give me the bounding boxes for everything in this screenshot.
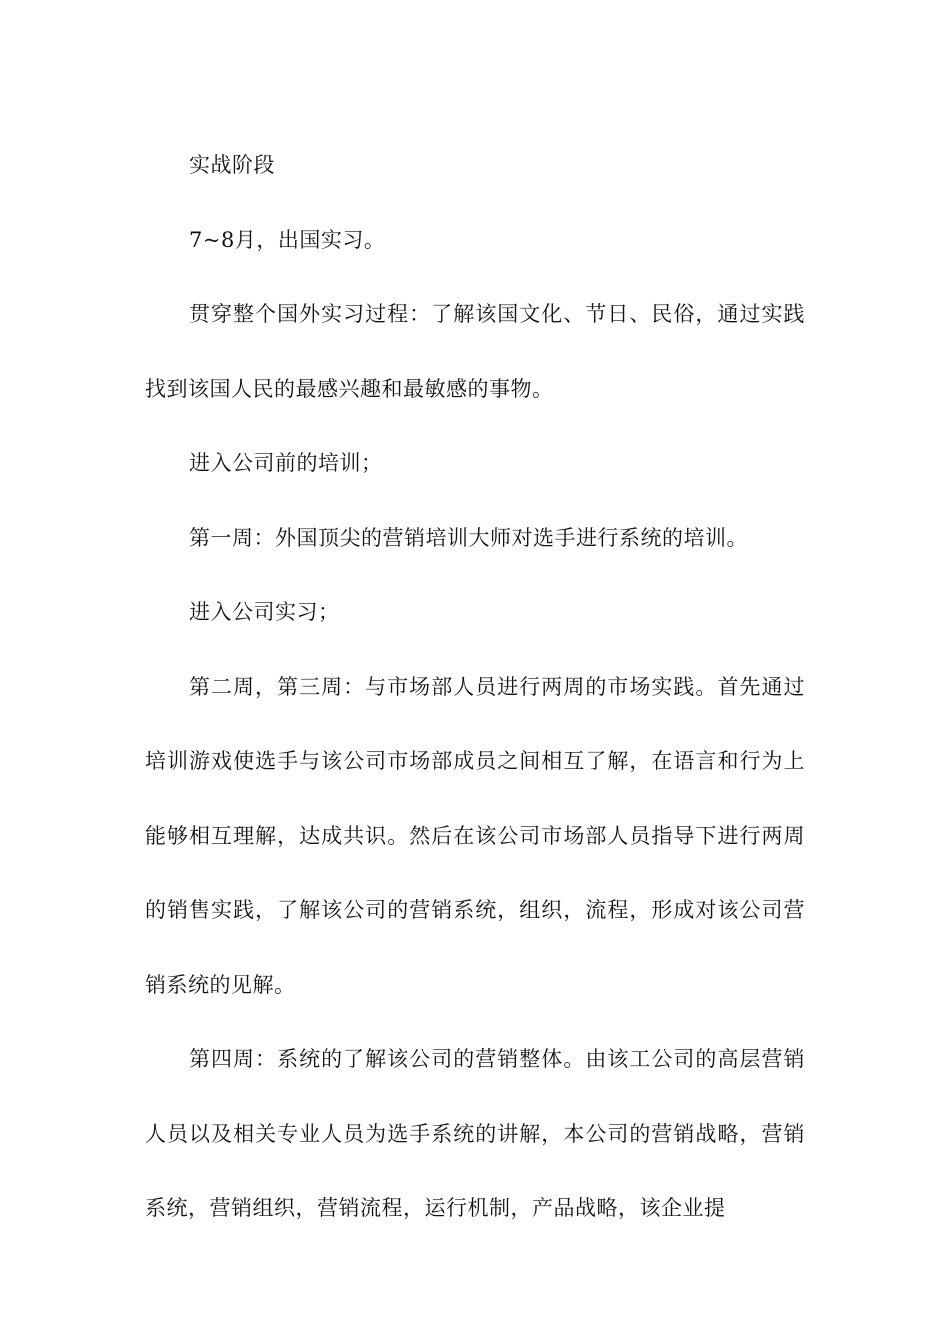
paragraph: 7~8月，出国实习。 — [189, 227, 386, 252]
paragraph: 第一周：外国顶尖的营销培训大师对选手进行系统的培训。 — [189, 525, 748, 550]
document-body — [145, 128, 805, 1246]
section-heading: 实战阶段 — [189, 153, 275, 177]
paragraph: 进入公司前的培训； — [189, 451, 383, 475]
paragraph: 贯穿整个国外实习过程：了解该国文化、节日、民俗，通过实践找到该国人民的最感兴趣和最敏感的事物。 — [145, 302, 805, 401]
paragraph: 第二周，第三周：与市场部人员进行两周的市场实践。首先通过培训游戏使选手与该公司市场部成员之间相互了解，在语言和行为上能够相互理解，达成共识。然后在该公司市场部人员指导下进行两周的销售实践，了解该公司的营销系统，组织，流程，形成对该公司营销系统的见解。 — [145, 674, 805, 997]
paragraph: 第四周：系统的了解该公司的营销整体。由该工公司的高层营销人员以及相关专业人员为选手系统的讲解，本公司的营销战略，营销系统，营销组织，营销流程，运行机制，产品战略，该企业提 — [145, 1047, 805, 1220]
paragraph: 进入公司实习； — [189, 600, 340, 624]
